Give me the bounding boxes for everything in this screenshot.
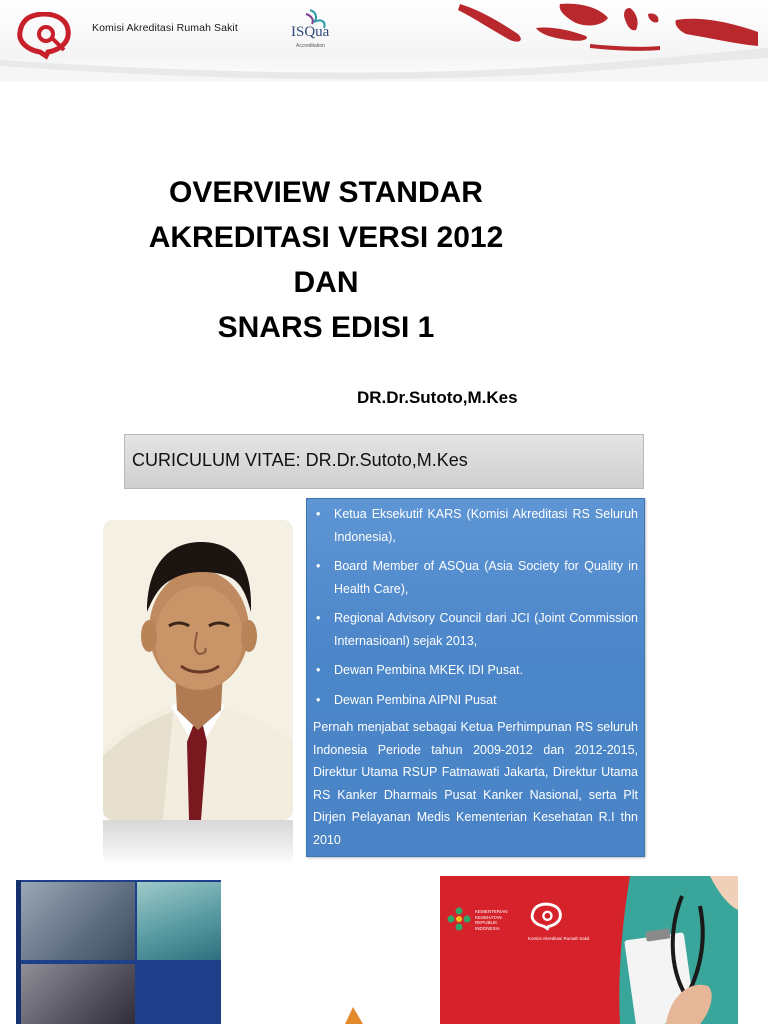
ministry-label-line: INDONESIA [475, 925, 500, 931]
cv-item-text: Dewan Pembina AIPNI Pusat [334, 692, 497, 707]
bullet-icon: • [316, 663, 321, 677]
title-line: AKREDITASI VERSI 2012 [148, 221, 504, 254]
title-line: OVERVIEW STANDAR [169, 176, 483, 209]
book-photo-surgeons [137, 882, 221, 960]
bullet-icon: • [316, 559, 321, 573]
cv-heading: CURICULUM VITAE: DR.Dr.Sutoto,M.Kes [132, 450, 468, 470]
book-title-line: SAKIT [124, 128, 157, 141]
indonesia-map-graphic [440, 0, 768, 82]
book-title-line: RUMAH [124, 114, 165, 126]
author-portrait [103, 520, 293, 820]
cv-paragraph: Pernah menjabat sebagai Ketua Perhimpunan RS seluruh Indonesia Periode tahun 2009-2012 dan 2012-2015, Direktur Utama RSUP Fatmawati Jakarta, Direktur Utama RS Kanker Dharmais Pusat Kanker Nasional, serta Plt Dirjen Pelayanan Medis Kementerian Kesehatan R.I thn 2010 [313, 720, 638, 847]
author-name: DR.Dr.Sutoto,M.Kes [357, 388, 518, 407]
ministry-label-line: KEMENTERIAN [475, 909, 508, 914]
cv-item-text: Regional Advisory Council dari JCI (Joint Commission Internasioanl) sejak 2013, [334, 611, 638, 648]
doctor-illustration [590, 876, 738, 1024]
cv-list-item [313, 689, 638, 712]
book-photo-meeting [21, 882, 135, 960]
ministry-label-line: REPUBLIK [475, 920, 498, 925]
cv-heading-bar [124, 434, 644, 489]
book-title-line: AKREDITASI [124, 99, 191, 112]
portrait-image [103, 520, 293, 820]
book-title-line: STANDAR [124, 85, 177, 97]
slide-title [0, 170, 652, 350]
bullet-icon: • [316, 611, 321, 625]
next-arrow-icon[interactable] [343, 1005, 363, 1024]
book-title [124, 84, 190, 142]
cv-list-item [313, 503, 638, 548]
book-photo-group [21, 964, 135, 1024]
book-cover-image [16, 880, 221, 1024]
kars-cover-logo-icon [530, 900, 566, 934]
cv-item-text: Dewan Pembina MKEK IDI Pusat. [334, 663, 523, 677]
portrait-reflection [103, 820, 293, 866]
cv-details-box [306, 498, 645, 857]
cv-item-text: Ketua Eksekutif KARS (Komisi Akreditasi RS Seluruh Indonesia), [334, 507, 638, 544]
header-banner [0, 0, 768, 82]
org-name: Komisi Akreditasi Rumah Sakit [92, 22, 238, 34]
kars-logo-icon [16, 12, 78, 60]
isqua-label: ISQua [291, 24, 330, 40]
kars-cover-label: Komisi Akreditasi Rumah Sakit [528, 936, 590, 941]
cv-list-item [313, 659, 638, 682]
isqua-sublabel: Accreditation [296, 43, 325, 49]
title-line: SNARS EDISI 1 [217, 311, 435, 344]
snars-cover-image [440, 876, 738, 1024]
cv-list [313, 503, 638, 711]
title-line: DAN [293, 266, 359, 299]
cv-item-text: Board Member of ASQua (Asia Society for Quality in Health Care), [334, 559, 638, 596]
cv-list-item [313, 555, 638, 600]
cv-list-item [313, 607, 638, 652]
bullet-icon: • [316, 507, 321, 521]
ministry-label-line: KESEHATAN [475, 914, 502, 920]
ministry-label [475, 909, 508, 931]
bullet-icon: • [316, 692, 321, 707]
ministry-logo-icon [446, 906, 472, 932]
